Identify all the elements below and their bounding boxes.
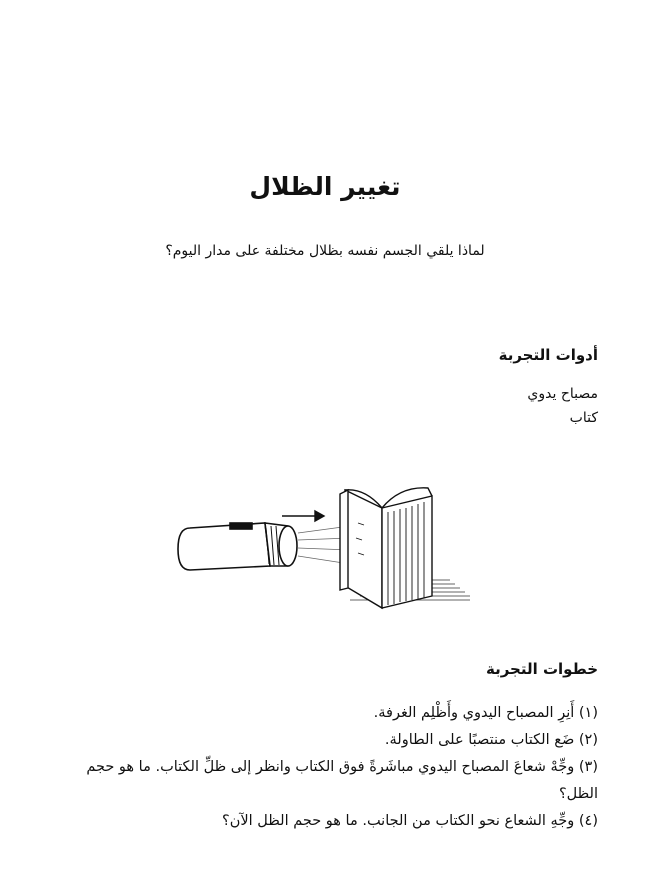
guiding-question: لماذا يلقي الجسم نفسه بظلال مختلفة على مدار اليوم؟	[165, 243, 485, 259]
steps-list	[50, 700, 598, 835]
step-item: (١) أَنِرِ المصباح اليدوي وأَظْلِم الغرفة.	[373, 705, 598, 721]
step-item: (٢) ضَع الكتاب منتصبًا على الطاولة.	[384, 732, 598, 748]
flashlight-icon	[178, 523, 297, 570]
steps-heading: خطوات التجربة	[485, 660, 598, 678]
steps-section	[486, 660, 598, 678]
experiment-illustration	[170, 478, 470, 618]
material-item-flashlight: مصباح يدوي	[527, 386, 598, 402]
material-item-book: كتاب	[569, 410, 598, 426]
step-item: (٤) وجِّهِ الشعاع نحو الكتاب من الجانب. ما هو حجم الظل الآن؟	[222, 813, 598, 829]
materials-section	[499, 346, 598, 430]
materials-heading: أدوات التجربة	[498, 346, 598, 364]
arrow-icon	[282, 511, 324, 521]
page-title: تغيير الظلال	[249, 172, 401, 201]
step-item: (٣) وجِّهْ شعاعَ المصباح اليدوي مباشَرةً فوق الكتاب وانظر إلى ظلِّ الكتاب. ما هو حجم الظل؟	[86, 759, 598, 802]
book-icon	[340, 488, 432, 608]
